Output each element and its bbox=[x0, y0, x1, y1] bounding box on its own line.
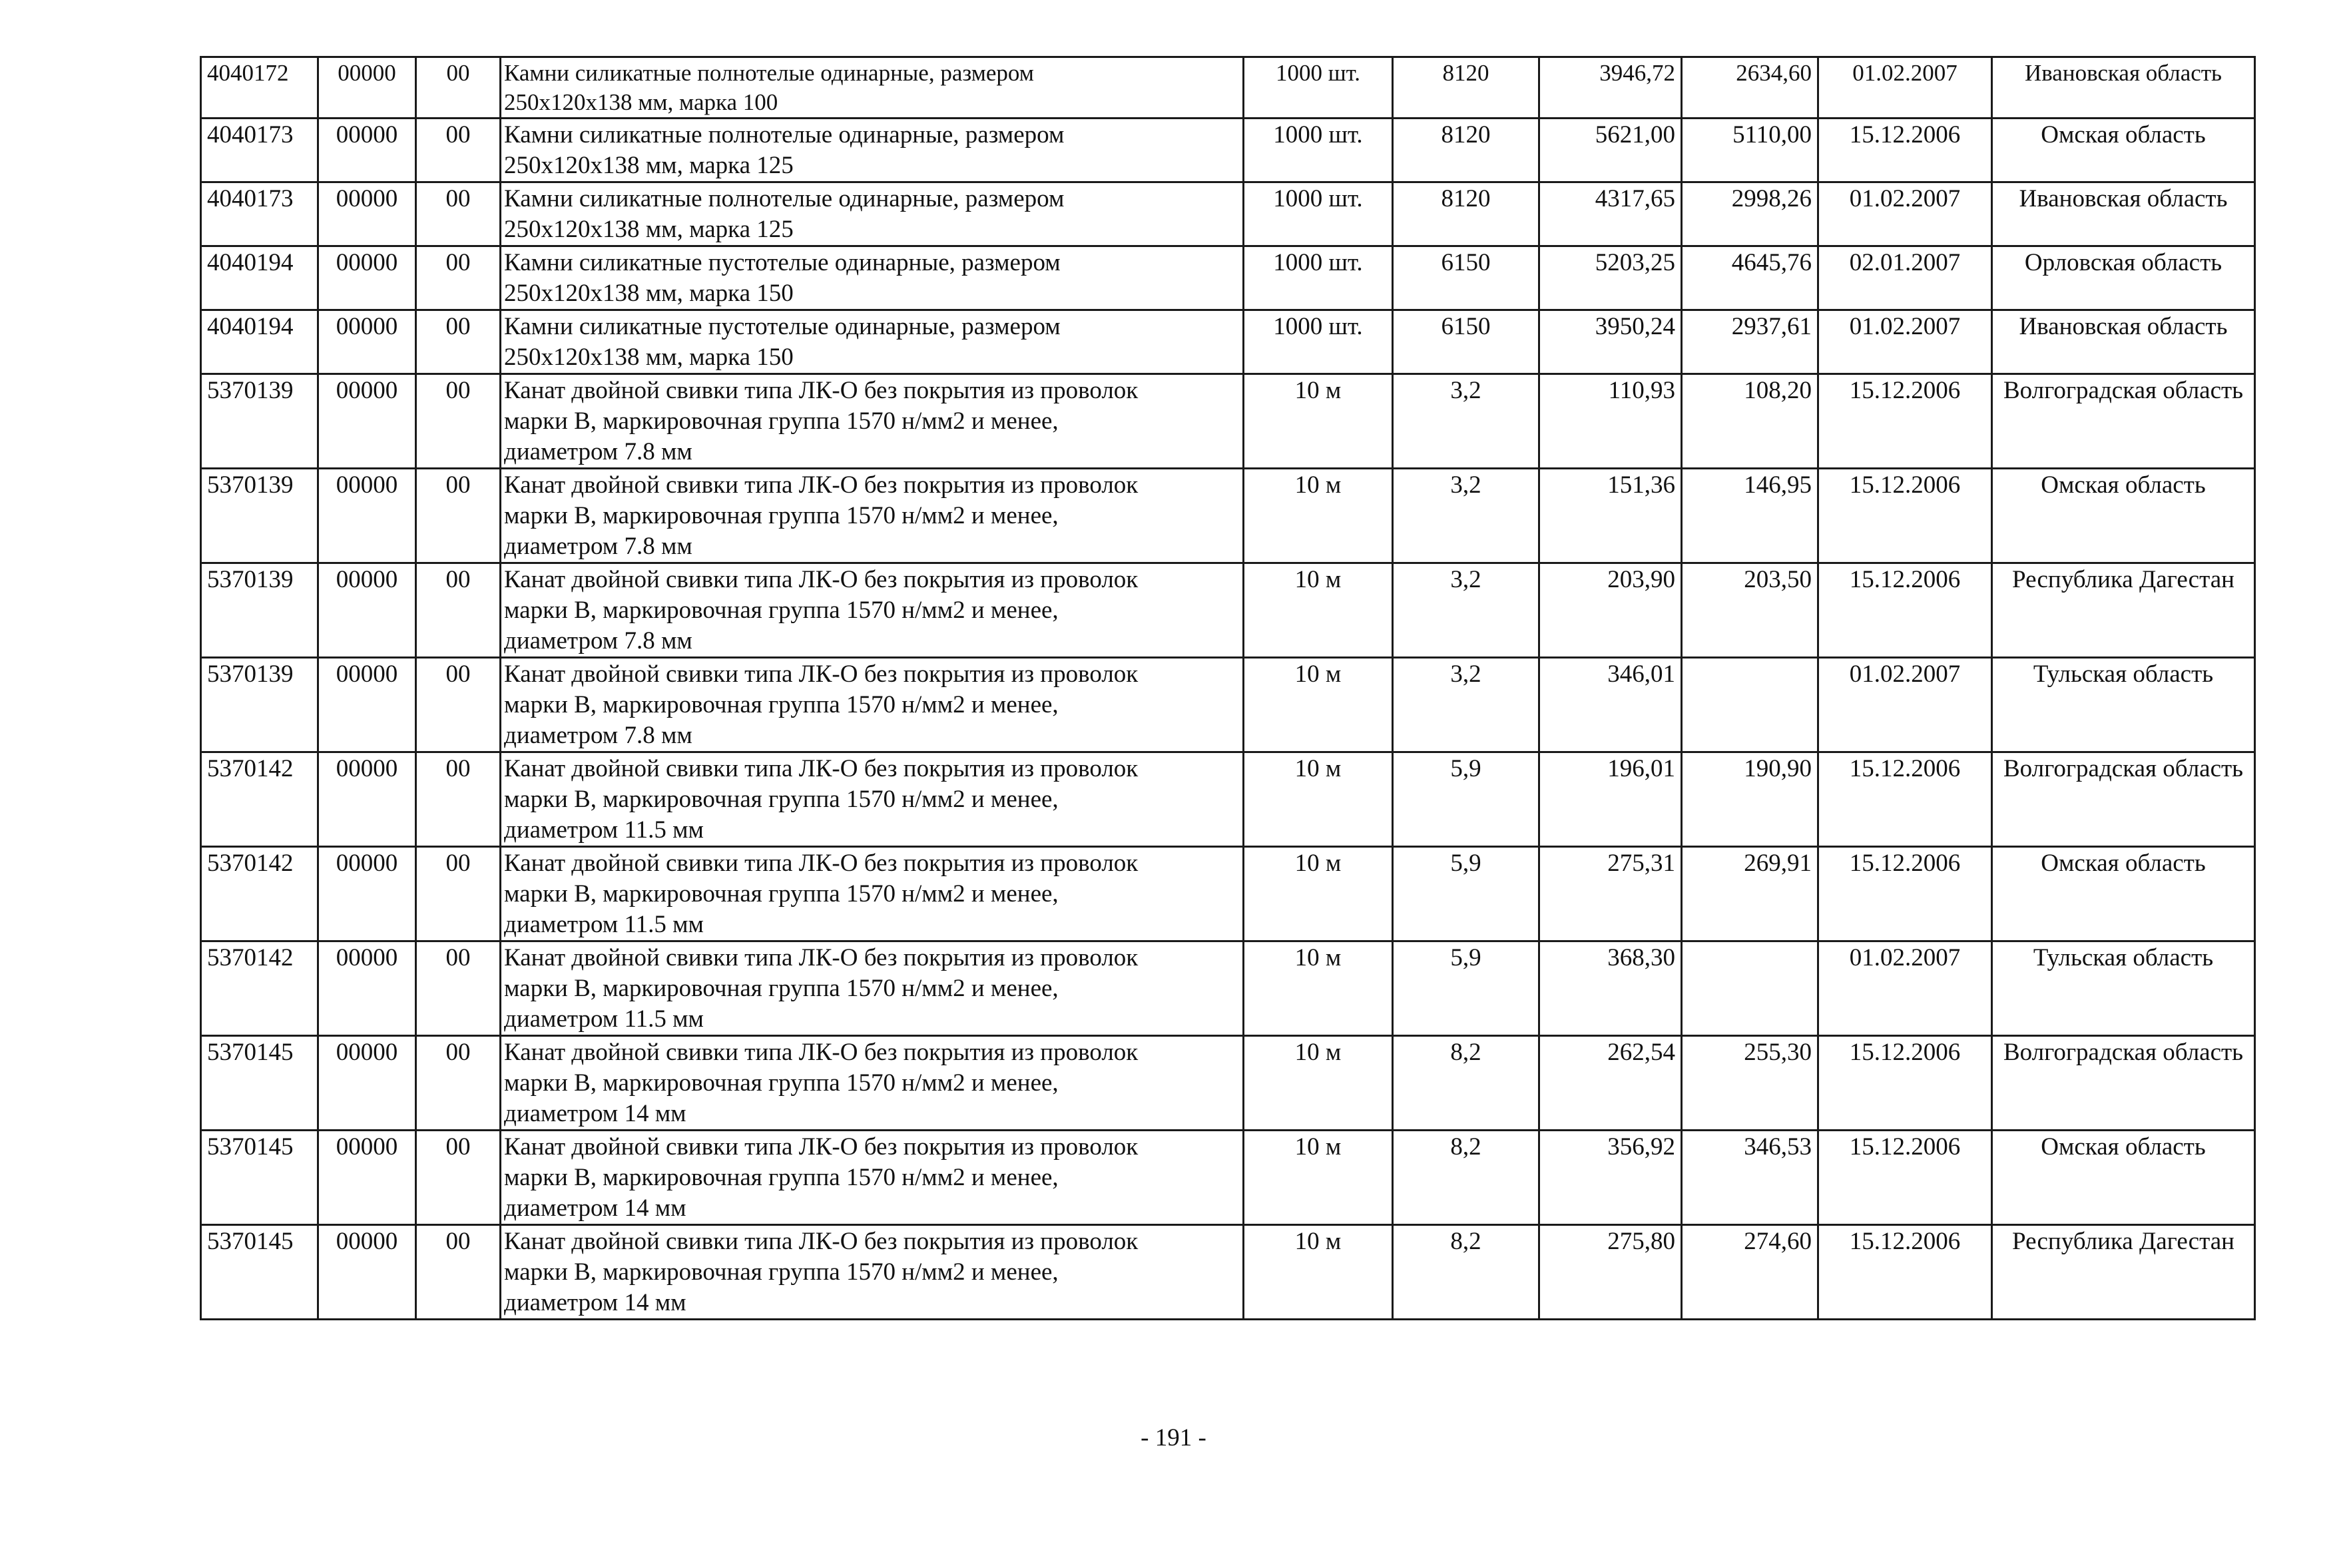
item-subcode: 00000 bbox=[318, 310, 416, 374]
unit-of-measure: 10 м bbox=[1244, 563, 1393, 658]
item-code: 4040194 bbox=[201, 310, 318, 374]
table-row bbox=[201, 563, 2255, 658]
price-current: 275,80 bbox=[1539, 1225, 1682, 1320]
table-row bbox=[201, 310, 2255, 374]
item-subcode: 00000 bbox=[318, 847, 416, 941]
item-suffix: 00 bbox=[416, 752, 501, 847]
item-name: Камни силикатные полнотелые одинарные, размером 250x120x138 мм, марка 125 bbox=[501, 182, 1244, 246]
page-number: - 191 - bbox=[1141, 1424, 1206, 1451]
region-name: Ивановская область bbox=[1992, 310, 2255, 374]
norm-value: 8,2 bbox=[1393, 1131, 1539, 1225]
item-subcode: 00000 bbox=[318, 941, 416, 1036]
region-name: Волгоградская область bbox=[1992, 1036, 2255, 1131]
item-code: 5370139 bbox=[201, 658, 318, 752]
price-current: 346,01 bbox=[1539, 658, 1682, 752]
price-base: 269,91 bbox=[1682, 847, 1818, 941]
item-code: 5370142 bbox=[201, 752, 318, 847]
price-current: 262,54 bbox=[1539, 1036, 1682, 1131]
unit-of-measure: 10 м bbox=[1244, 1036, 1393, 1131]
item-suffix: 00 bbox=[416, 563, 501, 658]
region-name: Ивановская область bbox=[1992, 57, 2255, 119]
unit-of-measure: 10 м bbox=[1244, 374, 1393, 469]
table-row bbox=[201, 752, 2255, 847]
norm-value: 8,2 bbox=[1393, 1036, 1539, 1131]
norm-value: 8,2 bbox=[1393, 1225, 1539, 1320]
unit-of-measure: 10 м bbox=[1244, 1131, 1393, 1225]
region-name: Тульская область bbox=[1992, 658, 2255, 752]
region-name: Омская область bbox=[1992, 119, 2255, 182]
unit-of-measure: 1000 шт. bbox=[1244, 310, 1393, 374]
region-name: Волгоградская область bbox=[1992, 374, 2255, 469]
unit-of-measure: 1000 шт. bbox=[1244, 246, 1393, 310]
norm-value: 3,2 bbox=[1393, 469, 1539, 563]
table-row bbox=[201, 941, 2255, 1036]
norm-value: 5,9 bbox=[1393, 941, 1539, 1036]
table-row bbox=[201, 57, 2255, 119]
price-base: 346,53 bbox=[1682, 1131, 1818, 1225]
unit-of-measure: 1000 шт. bbox=[1244, 57, 1393, 119]
norm-value: 8120 bbox=[1393, 182, 1539, 246]
item-code: 5370139 bbox=[201, 563, 318, 658]
item-code: 5370142 bbox=[201, 941, 318, 1036]
price-date: 15.12.2006 bbox=[1818, 119, 1992, 182]
region-name: Волгоградская область bbox=[1992, 752, 2255, 847]
price-current: 196,01 bbox=[1539, 752, 1682, 847]
item-suffix: 00 bbox=[416, 57, 501, 119]
price-date: 02.01.2007 bbox=[1818, 246, 1992, 310]
price-base: 2998,26 bbox=[1682, 182, 1818, 246]
item-subcode: 00000 bbox=[318, 1131, 416, 1225]
item-name: Канат двойной свивки типа ЛК-О без покрытия из проволок марки В, маркировочная группа 1570 н/мм2 и менее, диаметром 11.5 мм bbox=[501, 941, 1244, 1036]
norm-value: 8120 bbox=[1393, 119, 1539, 182]
item-subcode: 00000 bbox=[318, 752, 416, 847]
item-code: 4040173 bbox=[201, 182, 318, 246]
unit-of-measure: 1000 шт. bbox=[1244, 119, 1393, 182]
item-suffix: 00 bbox=[416, 941, 501, 1036]
item-code: 5370139 bbox=[201, 374, 318, 469]
item-suffix: 00 bbox=[416, 469, 501, 563]
price-date: 15.12.2006 bbox=[1818, 1225, 1992, 1320]
table-row bbox=[201, 246, 2255, 310]
item-suffix: 00 bbox=[416, 182, 501, 246]
item-name: Канат двойной свивки типа ЛК-О без покрытия из проволок марки В, маркировочная группа 1570 н/мм2 и менее, диаметром 14 мм bbox=[501, 1131, 1244, 1225]
item-suffix: 00 bbox=[416, 1036, 501, 1131]
price-current: 4317,65 bbox=[1539, 182, 1682, 246]
item-code: 5370145 bbox=[201, 1225, 318, 1320]
price-base: 255,30 bbox=[1682, 1036, 1818, 1131]
item-name: Канат двойной свивки типа ЛК-О без покрытия из проволок марки В, маркировочная группа 1570 н/мм2 и менее, диаметром 7.8 мм bbox=[501, 469, 1244, 563]
norm-value: 3,2 bbox=[1393, 658, 1539, 752]
table-row bbox=[201, 1225, 2255, 1320]
price-current: 5621,00 bbox=[1539, 119, 1682, 182]
unit-of-measure: 1000 шт. bbox=[1244, 182, 1393, 246]
price-date: 15.12.2006 bbox=[1818, 1036, 1992, 1131]
item-code: 5370142 bbox=[201, 847, 318, 941]
item-code: 4040173 bbox=[201, 119, 318, 182]
price-date: 01.02.2007 bbox=[1818, 182, 1992, 246]
price-date: 01.02.2007 bbox=[1818, 57, 1992, 119]
item-suffix: 00 bbox=[416, 119, 501, 182]
item-code: 5370139 bbox=[201, 469, 318, 563]
region-name: Республика Дагестан bbox=[1992, 563, 2255, 658]
price-date: 01.02.2007 bbox=[1818, 941, 1992, 1036]
item-name: Канат двойной свивки типа ЛК-О без покрытия из проволок марки В, маркировочная группа 1570 н/мм2 и менее, диаметром 7.8 мм bbox=[501, 563, 1244, 658]
table-row bbox=[201, 658, 2255, 752]
item-suffix: 00 bbox=[416, 847, 501, 941]
price-current: 275,31 bbox=[1539, 847, 1682, 941]
price-base: 2937,61 bbox=[1682, 310, 1818, 374]
unit-of-measure: 10 м bbox=[1244, 1225, 1393, 1320]
item-code: 5370145 bbox=[201, 1131, 318, 1225]
item-name: Камни силикатные полнотелые одинарные, размером 250x120x138 мм, марка 100 bbox=[501, 57, 1244, 119]
price-base: 5110,00 bbox=[1682, 119, 1818, 182]
price-base: 274,60 bbox=[1682, 1225, 1818, 1320]
item-subcode: 00000 bbox=[318, 246, 416, 310]
table-row bbox=[201, 847, 2255, 941]
item-code: 4040172 bbox=[201, 57, 318, 119]
item-suffix: 00 bbox=[416, 1131, 501, 1225]
table-row bbox=[201, 374, 2255, 469]
price-date: 15.12.2006 bbox=[1818, 374, 1992, 469]
item-name: Камни силикатные пустотелые одинарные, размером 250x120x138 мм, марка 150 bbox=[501, 246, 1244, 310]
item-name: Камни силикатные пустотелые одинарные, размером 250x120x138 мм, марка 150 bbox=[501, 310, 1244, 374]
price-base: 146,95 bbox=[1682, 469, 1818, 563]
norm-value: 3,2 bbox=[1393, 374, 1539, 469]
table-row bbox=[201, 469, 2255, 563]
item-suffix: 00 bbox=[416, 374, 501, 469]
norm-value: 6150 bbox=[1393, 246, 1539, 310]
norm-value: 5,9 bbox=[1393, 847, 1539, 941]
unit-of-measure: 10 м bbox=[1244, 658, 1393, 752]
norm-value: 5,9 bbox=[1393, 752, 1539, 847]
price-date: 15.12.2006 bbox=[1818, 752, 1992, 847]
price-base: 190,90 bbox=[1682, 752, 1818, 847]
price-current: 368,30 bbox=[1539, 941, 1682, 1036]
table-row bbox=[201, 1036, 2255, 1131]
item-subcode: 00000 bbox=[318, 119, 416, 182]
item-subcode: 00000 bbox=[318, 57, 416, 119]
unit-of-measure: 10 м bbox=[1244, 469, 1393, 563]
item-suffix: 00 bbox=[416, 1225, 501, 1320]
item-subcode: 00000 bbox=[318, 563, 416, 658]
item-name: Канат двойной свивки типа ЛК-О без покрытия из проволок марки В, маркировочная группа 1570 н/мм2 и менее, диаметром 11.5 мм bbox=[501, 847, 1244, 941]
item-suffix: 00 bbox=[416, 658, 501, 752]
price-current: 3950,24 bbox=[1539, 310, 1682, 374]
price-date: 01.02.2007 bbox=[1818, 310, 1992, 374]
item-name: Канат двойной свивки типа ЛК-О без покрытия из проволок марки В, маркировочная группа 1570 н/мм2 и менее, диаметром 7.8 мм bbox=[501, 374, 1244, 469]
item-name: Канат двойной свивки типа ЛК-О без покрытия из проволок марки В, маркировочная группа 1570 н/мм2 и менее, диаметром 7.8 мм bbox=[501, 658, 1244, 752]
price-date: 15.12.2006 bbox=[1818, 1131, 1992, 1225]
norm-value: 3,2 bbox=[1393, 563, 1539, 658]
price-base: 203,50 bbox=[1682, 563, 1818, 658]
price-base: 108,20 bbox=[1682, 374, 1818, 469]
price-current: 151,36 bbox=[1539, 469, 1682, 563]
unit-of-measure: 10 м bbox=[1244, 941, 1393, 1036]
item-name: Канат двойной свивки типа ЛК-О без покрытия из проволок марки В, маркировочная группа 1570 н/мм2 и менее, диаметром 14 мм bbox=[501, 1036, 1244, 1131]
region-name: Ивановская область bbox=[1992, 182, 2255, 246]
region-name: Омская область bbox=[1992, 847, 2255, 941]
item-code: 4040194 bbox=[201, 246, 318, 310]
item-code: 5370145 bbox=[201, 1036, 318, 1131]
price-base bbox=[1682, 941, 1818, 1036]
price-current: 3946,72 bbox=[1539, 57, 1682, 119]
item-subcode: 00000 bbox=[318, 469, 416, 563]
item-suffix: 00 bbox=[416, 246, 501, 310]
item-subcode: 00000 bbox=[318, 658, 416, 752]
unit-of-measure: 10 м bbox=[1244, 847, 1393, 941]
price-current: 110,93 bbox=[1539, 374, 1682, 469]
region-name: Республика Дагестан bbox=[1992, 1225, 2255, 1320]
region-name: Орловская область bbox=[1992, 246, 2255, 310]
price-current: 5203,25 bbox=[1539, 246, 1682, 310]
price-base bbox=[1682, 658, 1818, 752]
region-name: Тульская область bbox=[1992, 941, 2255, 1036]
price-table bbox=[200, 56, 2256, 1320]
item-subcode: 00000 bbox=[318, 182, 416, 246]
item-suffix: 00 bbox=[416, 310, 501, 374]
item-subcode: 00000 bbox=[318, 1036, 416, 1131]
norm-value: 6150 bbox=[1393, 310, 1539, 374]
price-date: 01.02.2007 bbox=[1818, 658, 1992, 752]
region-name: Омская область bbox=[1992, 469, 2255, 563]
price-date: 15.12.2006 bbox=[1818, 469, 1992, 563]
unit-of-measure: 10 м bbox=[1244, 752, 1393, 847]
price-current: 356,92 bbox=[1539, 1131, 1682, 1225]
item-subcode: 00000 bbox=[318, 1225, 416, 1320]
norm-value: 8120 bbox=[1393, 57, 1539, 119]
item-name: Камни силикатные полнотелые одинарные, размером 250x120x138 мм, марка 125 bbox=[501, 119, 1244, 182]
price-date: 15.12.2006 bbox=[1818, 847, 1992, 941]
price-base: 2634,60 bbox=[1682, 57, 1818, 119]
price-base: 4645,76 bbox=[1682, 246, 1818, 310]
item-subcode: 00000 bbox=[318, 374, 416, 469]
item-name: Канат двойной свивки типа ЛК-О без покрытия из проволок марки В, маркировочная группа 1570 н/мм2 и менее, диаметром 14 мм bbox=[501, 1225, 1244, 1320]
item-name: Канат двойной свивки типа ЛК-О без покрытия из проволок марки В, маркировочная группа 1570 н/мм2 и менее, диаметром 11.5 мм bbox=[501, 752, 1244, 847]
table-row bbox=[201, 119, 2255, 182]
table-row bbox=[201, 182, 2255, 246]
table-body bbox=[201, 57, 2255, 1320]
price-current: 203,90 bbox=[1539, 563, 1682, 658]
table-row bbox=[201, 1131, 2255, 1225]
price-date: 15.12.2006 bbox=[1818, 563, 1992, 658]
region-name: Омская область bbox=[1992, 1131, 2255, 1225]
